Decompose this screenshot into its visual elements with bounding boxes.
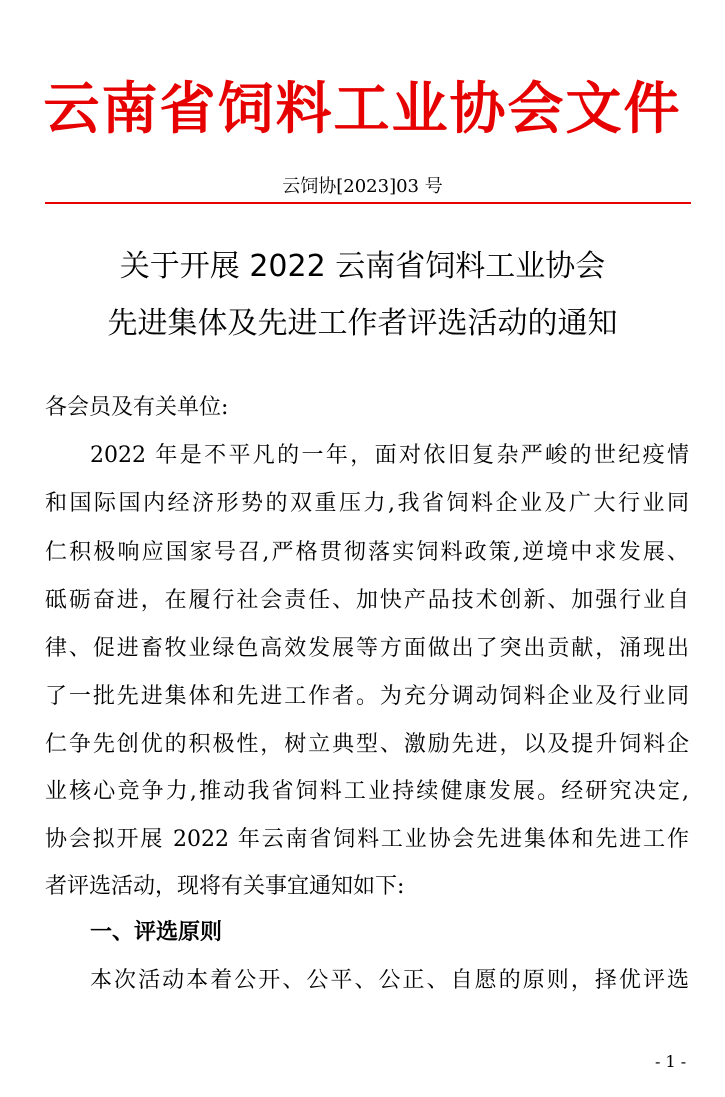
paragraph-1-line-2: 和国际国内经济形势的双重压力,我省饲料企业及广大行业同 — [45, 491, 689, 516]
paragraph-1-line-3: 仁积极响应国家号召,严格贯彻落实饲料政策,逆境中求发展、 — [45, 540, 689, 565]
paragraph-1-line-10: 者评选活动，现将有关事宜通知如下: — [45, 874, 405, 899]
paragraph-1-line-4: 砥砺奋进，在履行社会责任、加快产品技术创新、加强行业自 — [45, 588, 689, 613]
paragraph-1-line-9: 协会拟开展 2022 年云南省饲料工业协会先进集体和先进工作 — [45, 827, 689, 852]
paragraph-1-line-5: 律、促进畜牧业绿色高效发展等方面做出了突出贡献，涌现出 — [45, 636, 689, 661]
notice-title-line-2: 先进集体及先进工作者评选活动的通知 — [107, 306, 618, 341]
red-header-rule — [45, 202, 691, 204]
paragraph-1-line-6: 了一批先进集体和先进工作者。为充分调动饲料企业及行业同 — [45, 684, 689, 709]
section-1-heading: 一、评选原则 — [90, 920, 223, 945]
page-number: - 1 - — [655, 1052, 687, 1071]
notice-title-line-1: 关于开展 2022 云南省饲料工业协会 — [119, 249, 606, 284]
document-number: 云饲协[2023]03 号 — [282, 176, 443, 197]
salutation: 各会员及有关单位: — [45, 395, 229, 420]
paragraph-1-line-8: 业核心竞争力,推动我省饲料工业持续健康发展。经研究决定, — [45, 779, 689, 804]
org-title: 云南省饲料工业协会文件 — [43, 77, 682, 142]
paragraph-1-line-1: 2022 年是不平凡的一年，面对依旧复杂严峻的世纪疫情 — [90, 443, 689, 468]
section-1-paragraph-line-1: 本次活动本着公开、公平、公正、自愿的原则，择优评选 — [90, 968, 689, 993]
paragraph-1-line-7: 仁争先创优的积极性，树立典型、激励先进，以及提升饲料企 — [45, 732, 689, 757]
